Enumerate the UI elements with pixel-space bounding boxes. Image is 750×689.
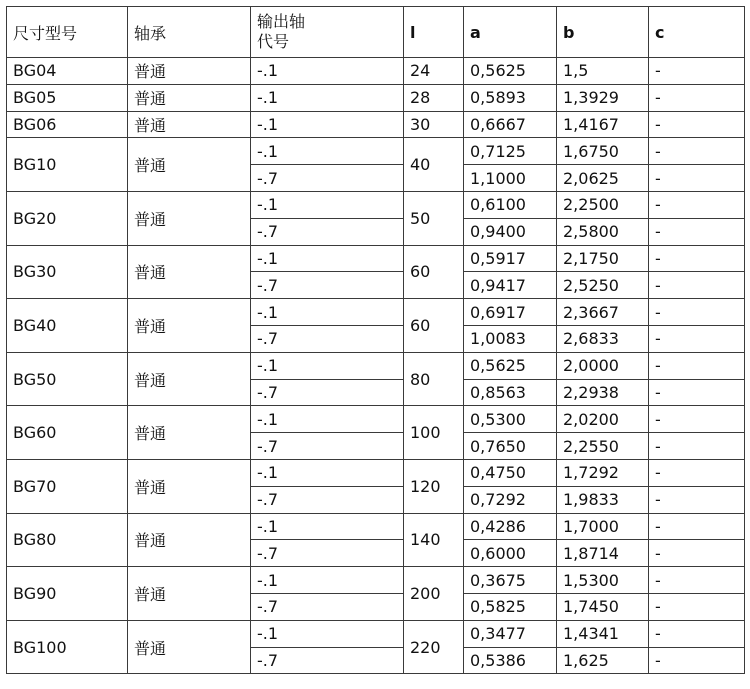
cell-c: - (649, 299, 745, 326)
cell-a: 0,4750 (464, 459, 557, 486)
cell-c: - (649, 352, 745, 379)
cell-l: 60 (404, 299, 464, 353)
cell-bearing: 普通 (128, 111, 251, 138)
cell-shaft-code: -.1 (251, 111, 404, 138)
header-shaft-code-line1: 输出轴 (257, 12, 306, 31)
cell-b: 1,3929 (557, 84, 649, 111)
cell-size-model: BG40 (7, 299, 128, 353)
table-row (7, 191, 745, 218)
header-shaft-code (251, 7, 404, 58)
cell-c: - (649, 486, 745, 513)
cell-c: - (649, 379, 745, 406)
cell-a: 0,5917 (464, 245, 557, 272)
cell-a: 0,6667 (464, 111, 557, 138)
cell-c: - (649, 138, 745, 165)
cell-b: 2,2500 (557, 191, 649, 218)
cell-l: 28 (404, 84, 464, 111)
cell-size-model: BG04 (7, 58, 128, 85)
cell-l: 100 (404, 406, 464, 460)
cell-c: - (649, 620, 745, 647)
cell-l: 30 (404, 111, 464, 138)
cell-a: 0,9417 (464, 272, 557, 299)
header-bearing: 轴承 (128, 7, 251, 58)
cell-b: 1,4341 (557, 620, 649, 647)
cell-b: 1,7450 (557, 593, 649, 620)
cell-bearing: 普通 (128, 191, 251, 245)
cell-bearing: 普通 (128, 459, 251, 513)
cell-shaft-code: -.1 (251, 245, 404, 272)
cell-shaft-code: -.1 (251, 58, 404, 85)
cell-a: 0,5386 (464, 647, 557, 674)
table-row (7, 513, 745, 540)
cell-l: 140 (404, 513, 464, 567)
cell-bearing: 普通 (128, 138, 251, 192)
cell-c: - (649, 245, 745, 272)
cell-b: 1,4167 (557, 111, 649, 138)
cell-c: - (649, 84, 745, 111)
cell-b: 2,0000 (557, 352, 649, 379)
cell-a: 0,5625 (464, 352, 557, 379)
cell-shaft-code: -.7 (251, 540, 404, 567)
cell-c: - (649, 191, 745, 218)
cell-b: 1,5300 (557, 567, 649, 594)
cell-size-model: BG80 (7, 513, 128, 567)
cell-shaft-code: -.7 (251, 486, 404, 513)
table-row (7, 58, 745, 85)
cell-b: 2,0200 (557, 406, 649, 433)
cell-l: 120 (404, 459, 464, 513)
table-row (7, 406, 745, 433)
cell-shaft-code: -.1 (251, 406, 404, 433)
cell-a: 0,4286 (464, 513, 557, 540)
cell-b: 2,1750 (557, 245, 649, 272)
cell-shaft-code: -.1 (251, 138, 404, 165)
cell-b: 2,6833 (557, 325, 649, 352)
cell-a: 0,7650 (464, 433, 557, 460)
cell-a: 0,6917 (464, 299, 557, 326)
cell-a: 0,5825 (464, 593, 557, 620)
cell-shaft-code: -.7 (251, 165, 404, 192)
cell-c: - (649, 165, 745, 192)
header-shaft-code-line2: 代号 (257, 32, 290, 51)
cell-c: - (649, 58, 745, 85)
spec-table (6, 6, 745, 674)
cell-l: 80 (404, 352, 464, 406)
cell-a: 1,0083 (464, 325, 557, 352)
cell-shaft-code: -.1 (251, 352, 404, 379)
cell-a: 0,9400 (464, 218, 557, 245)
header-l: l (404, 7, 464, 58)
cell-size-model: BG70 (7, 459, 128, 513)
cell-size-model: BG06 (7, 111, 128, 138)
cell-b: 2,0625 (557, 165, 649, 192)
cell-shaft-code: -.1 (251, 620, 404, 647)
cell-size-model: BG50 (7, 352, 128, 406)
header-b: b (557, 7, 649, 58)
cell-bearing: 普通 (128, 620, 251, 674)
table-row (7, 459, 745, 486)
cell-c: - (649, 433, 745, 460)
cell-a: 0,6100 (464, 191, 557, 218)
table-row (7, 567, 745, 594)
cell-l: 50 (404, 191, 464, 245)
cell-b: 1,7292 (557, 459, 649, 486)
cell-size-model: BG05 (7, 84, 128, 111)
cell-size-model: BG10 (7, 138, 128, 192)
cell-a: 0,7125 (464, 138, 557, 165)
cell-b: 2,5800 (557, 218, 649, 245)
cell-b: 1,5 (557, 58, 649, 85)
cell-a: 0,5625 (464, 58, 557, 85)
header-a: a (464, 7, 557, 58)
cell-bearing: 普通 (128, 352, 251, 406)
cell-size-model: BG100 (7, 620, 128, 674)
cell-a: 0,3477 (464, 620, 557, 647)
cell-bearing: 普通 (128, 58, 251, 85)
cell-shaft-code: -.7 (251, 218, 404, 245)
cell-size-model: BG30 (7, 245, 128, 299)
table-row (7, 352, 745, 379)
cell-bearing: 普通 (128, 513, 251, 567)
cell-c: - (649, 272, 745, 299)
cell-a: 0,8563 (464, 379, 557, 406)
cell-c: - (649, 593, 745, 620)
cell-b: 1,8714 (557, 540, 649, 567)
header-c: c (649, 7, 745, 58)
cell-shaft-code: -.1 (251, 459, 404, 486)
cell-c: - (649, 218, 745, 245)
cell-b: 2,2938 (557, 379, 649, 406)
cell-l: 220 (404, 620, 464, 674)
cell-bearing: 普通 (128, 406, 251, 460)
table-row (7, 84, 745, 111)
cell-size-model: BG90 (7, 567, 128, 621)
cell-b: 1,7000 (557, 513, 649, 540)
cell-bearing: 普通 (128, 567, 251, 621)
cell-shaft-code: -.7 (251, 379, 404, 406)
header-size-model: 尺寸型号 (7, 7, 128, 58)
table-row (7, 620, 745, 647)
cell-b: 2,2550 (557, 433, 649, 460)
table-row (7, 245, 745, 272)
cell-a: 0,7292 (464, 486, 557, 513)
cell-l: 200 (404, 567, 464, 621)
cell-c: - (649, 459, 745, 486)
cell-shaft-code: -.1 (251, 567, 404, 594)
cell-a: 0,5300 (464, 406, 557, 433)
table-body (7, 58, 745, 674)
table-row (7, 299, 745, 326)
cell-shaft-code: -.1 (251, 191, 404, 218)
cell-b: 1,625 (557, 647, 649, 674)
cell-b: 2,5250 (557, 272, 649, 299)
cell-shaft-code: -.7 (251, 272, 404, 299)
cell-l: 24 (404, 58, 464, 85)
cell-shaft-code: -.7 (251, 593, 404, 620)
cell-c: - (649, 540, 745, 567)
cell-size-model: BG60 (7, 406, 128, 460)
cell-bearing: 普通 (128, 299, 251, 353)
cell-shaft-code: -.1 (251, 513, 404, 540)
cell-c: - (649, 111, 745, 138)
cell-size-model: BG20 (7, 191, 128, 245)
cell-bearing: 普通 (128, 84, 251, 111)
cell-shaft-code: -.7 (251, 433, 404, 460)
cell-shaft-code: -.7 (251, 647, 404, 674)
cell-a: 1,1000 (464, 165, 557, 192)
cell-c: - (649, 567, 745, 594)
cell-shaft-code: -.1 (251, 84, 404, 111)
cell-b: 1,6750 (557, 138, 649, 165)
cell-shaft-code: -.1 (251, 299, 404, 326)
cell-a: 0,6000 (464, 540, 557, 567)
cell-c: - (649, 647, 745, 674)
cell-c: - (649, 325, 745, 352)
cell-l: 40 (404, 138, 464, 192)
cell-c: - (649, 406, 745, 433)
cell-c: - (649, 513, 745, 540)
cell-bearing: 普通 (128, 245, 251, 299)
table-row (7, 138, 745, 165)
header-row (7, 7, 745, 58)
cell-a: 0,5893 (464, 84, 557, 111)
cell-b: 2,3667 (557, 299, 649, 326)
cell-shaft-code: -.7 (251, 325, 404, 352)
cell-a: 0,3675 (464, 567, 557, 594)
cell-b: 1,9833 (557, 486, 649, 513)
cell-l: 60 (404, 245, 464, 299)
table-row (7, 111, 745, 138)
